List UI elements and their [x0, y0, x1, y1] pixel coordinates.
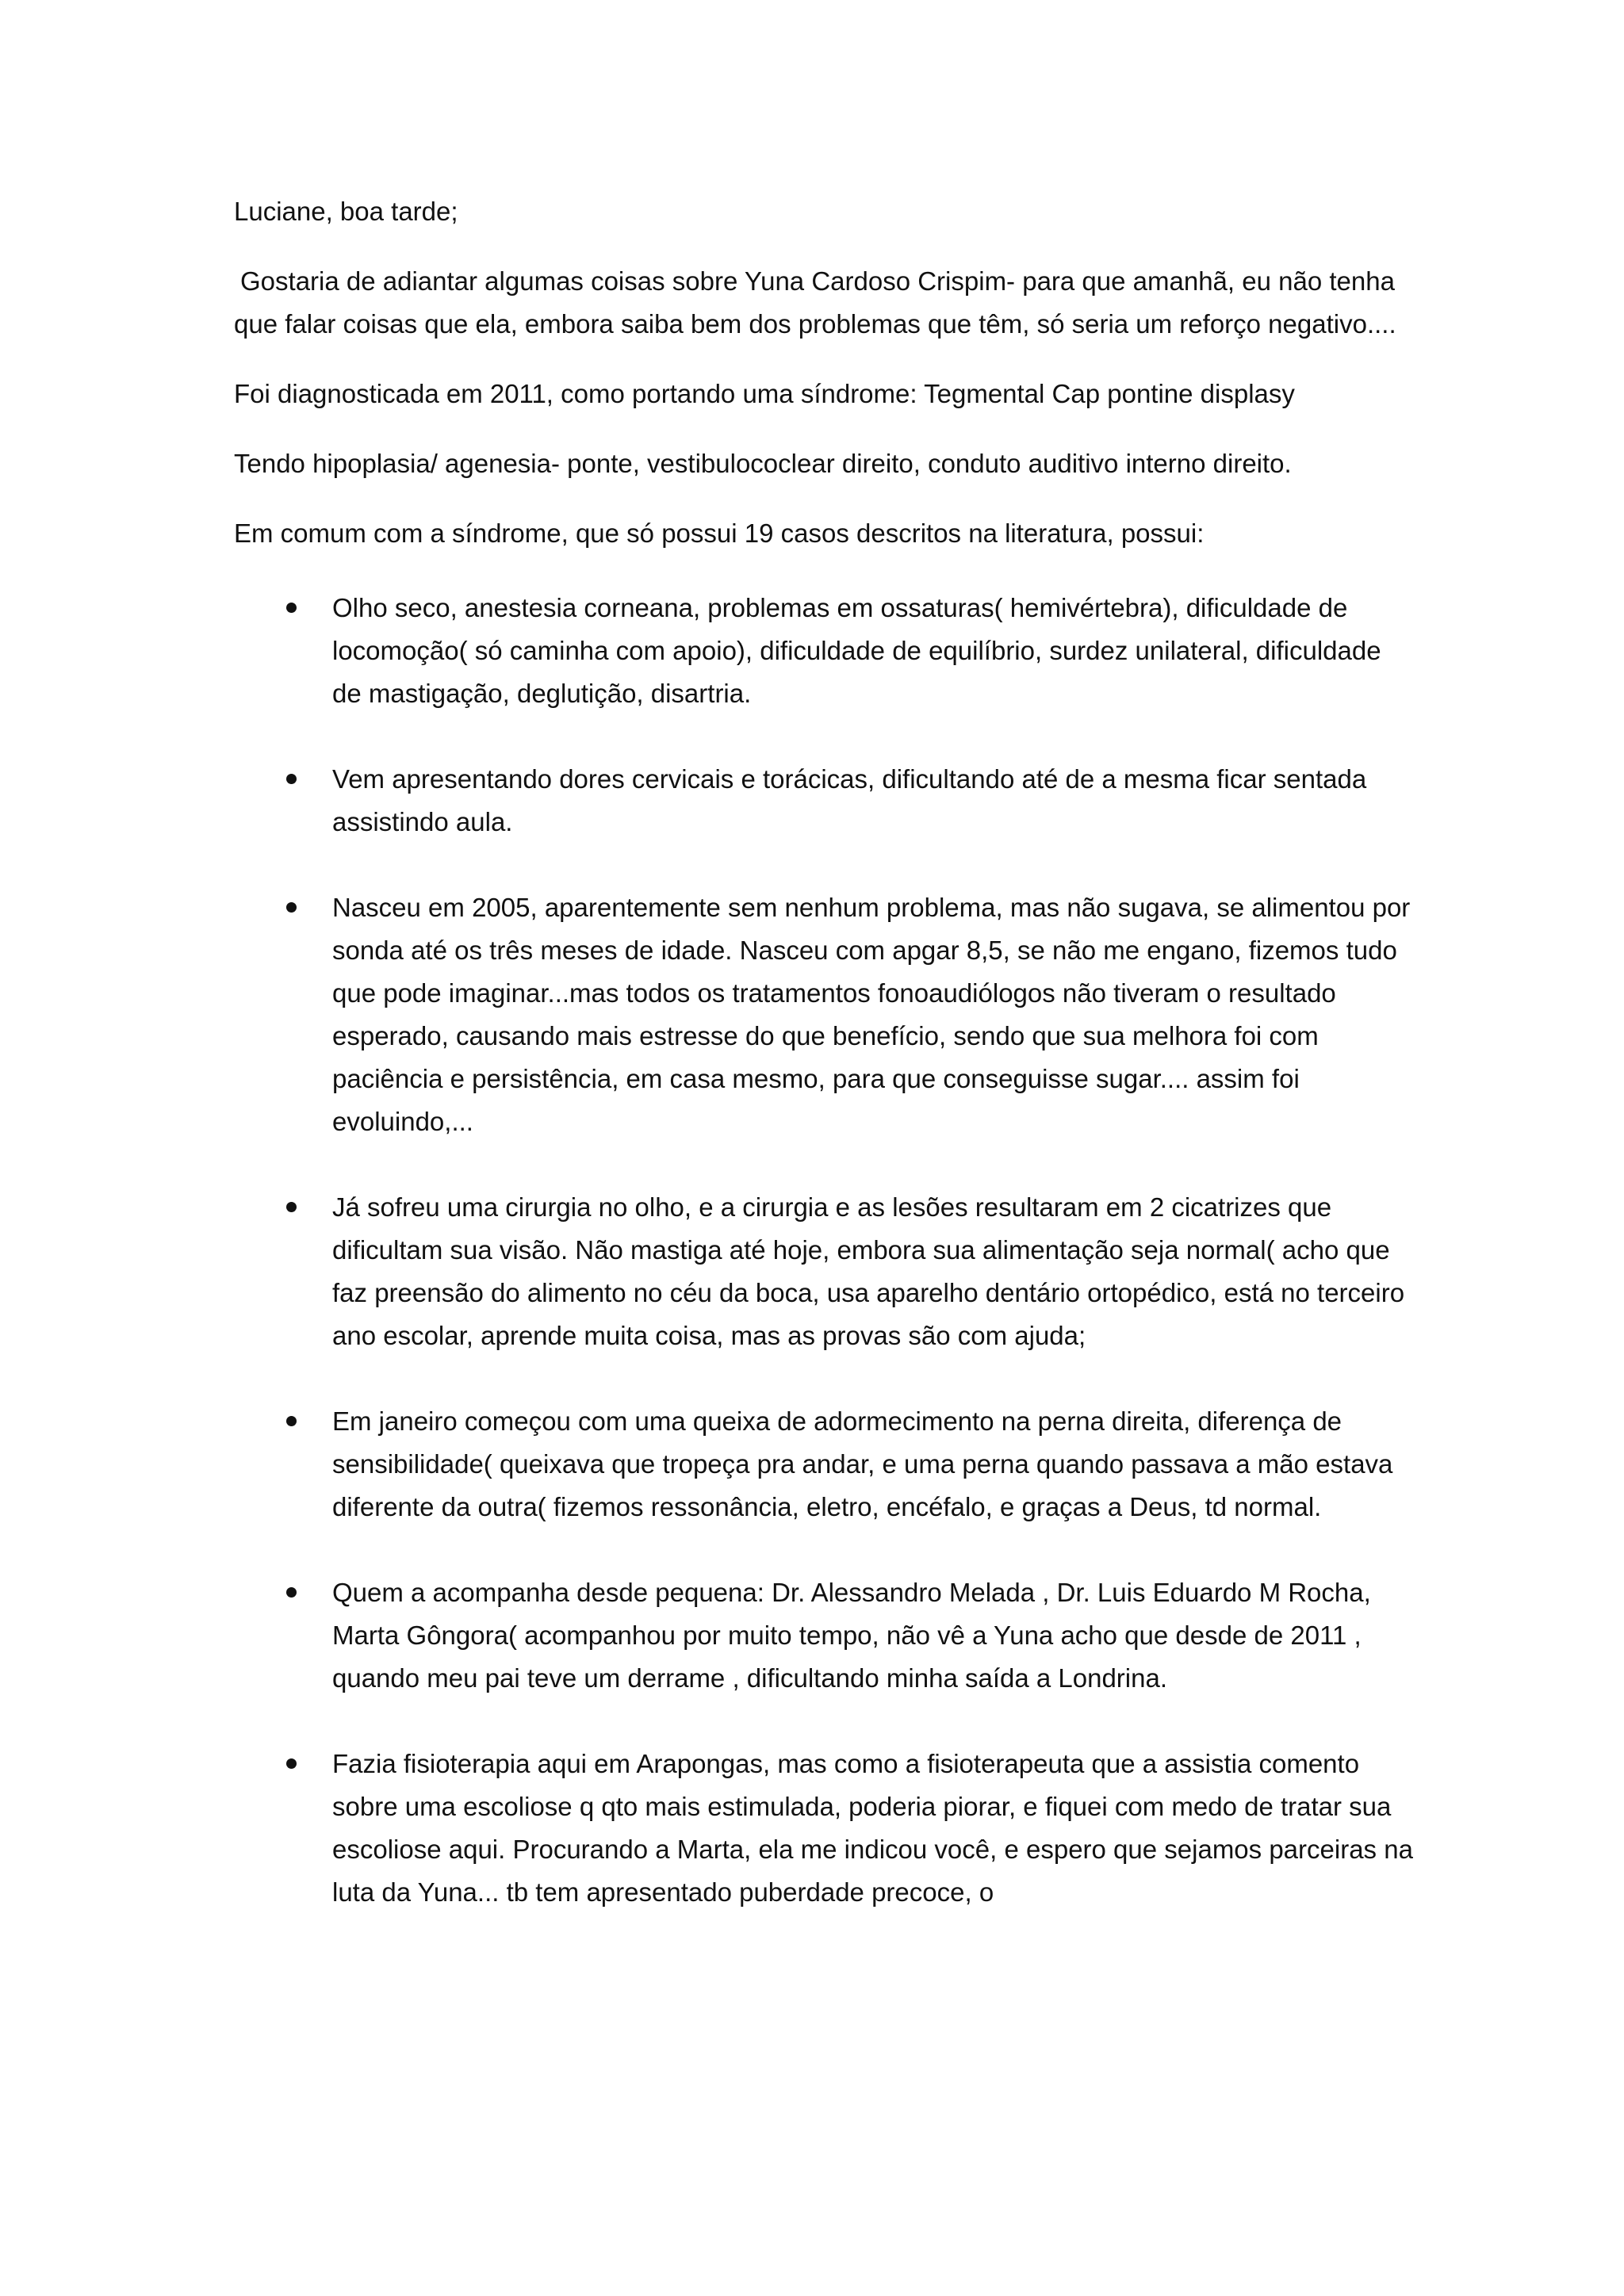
- letter-body: [234, 190, 1415, 1957]
- list-item-text: Vem apresentando dores cervicais e torácicas, dificultando até de a mesma ficar sentada assistindo aula.: [332, 764, 1367, 836]
- greeting: Luciane, boa tarde;: [234, 197, 458, 226]
- paragraph-intro: Gostaria de adiantar algumas coisas sobre Yuna Cardoso Crispim- para que amanhã, eu não tenha que falar coisas que ela, embora saiba bem dos problemas que têm, só seria um reforço negativo....: [234, 266, 1396, 339]
- bullet-icon: [286, 1587, 297, 1598]
- list-item-text: Já sofreu uma cirurgia no olho, e a cirurgia e as lesões resultaram em 2 cicatrizes que dificultam sua visão. Não mastiga até hoje, embora sua alimentação seja normal( acho que faz preensão do alimento no céu da boca, usa aparelho dentário ortopédico, está no terceiro ano escolar, aprende muita coisa, mas as provas são com ajuda;: [332, 1192, 1405, 1350]
- list-item-text: Olho seco, anestesia corneana, problemas em ossaturas( hemivértebra), dificuldade de locomoção( só caminha com apoio), dificuldade de equilíbrio, surdez unilateral, dificuldade de mastigação, deglutição, disartria.: [332, 593, 1381, 708]
- list-item: [234, 758, 1415, 844]
- list-item: [234, 1571, 1415, 1700]
- symptom-list: [234, 587, 1415, 1914]
- list-item: [234, 587, 1415, 715]
- paragraph-common-features: Em comum com a síndrome, que só possui 19 casos descritos na literatura, possui:: [234, 519, 1205, 548]
- list-item-text: Fazia fisioterapia aqui em Arapongas, mas como a fisioterapeuta que a assistia comento sobre uma escoliose q qto mais estimulada, poderia piorar, e fiquei com medo de tratar sua escoliose aqui. Procurando a Marta, ela me indicou você, e espero que sejamos parceiras na luta da Yuna... tb tem apresentado puberdade precoce, o: [332, 1749, 1413, 1907]
- paragraph-hypoplasia: Tendo hipoplasia/ agenesia- ponte, vestibulococlear direito, conduto auditivo interno direito.: [234, 449, 1292, 478]
- list-item-text: Quem a acompanha desde pequena: Dr. Alessandro Melada , Dr. Luis Eduardo M Rocha, Marta Gôngora( acompanhou por muito tempo, não vê a Yuna acho que desde de 2011 , quando meu pai teve um derrame , dificultando minha saída a Londrina.: [332, 1578, 1371, 1693]
- list-item: [234, 1186, 1415, 1357]
- bullet-icon: [286, 1202, 297, 1212]
- list-item-text: Nasceu em 2005, aparentemente sem nenhum problema, mas não sugava, se alimentou por sonda até os três meses de idade. Nasceu com apgar 8,5, se não me engano, fizemos tudo que pode imaginar...mas todos os tratamentos fonoaudiólogos não tiveram o resultado esperado, causando mais estresse do que benefício, sendo que sua melhora foi com paciência e persistência, em casa mesmo, para que conseguisse sugar.... assim foi evoluindo,...: [332, 893, 1411, 1136]
- bullet-icon: [286, 902, 297, 913]
- list-item-text: Em janeiro começou com uma queixa de adormecimento na perna direita, diferença de sensibilidade( queixava que tropeça pra andar, e uma perna quando passava a mão estava diferente da outra( fizemos ressonância, eletro, encéfalo, e graças a Deus, td normal.: [332, 1406, 1393, 1521]
- list-item: [234, 886, 1415, 1143]
- bullet-icon: [286, 603, 297, 613]
- list-item: [234, 1743, 1415, 1914]
- paragraph-diagnosis: Foi diagnosticada em 2011, como portando uma síndrome: Tegmental Cap pontine displasy: [234, 379, 1295, 408]
- list-item: [234, 1400, 1415, 1529]
- bullet-icon: [286, 774, 297, 784]
- bullet-icon: [286, 1758, 297, 1769]
- bullet-icon: [286, 1416, 297, 1426]
